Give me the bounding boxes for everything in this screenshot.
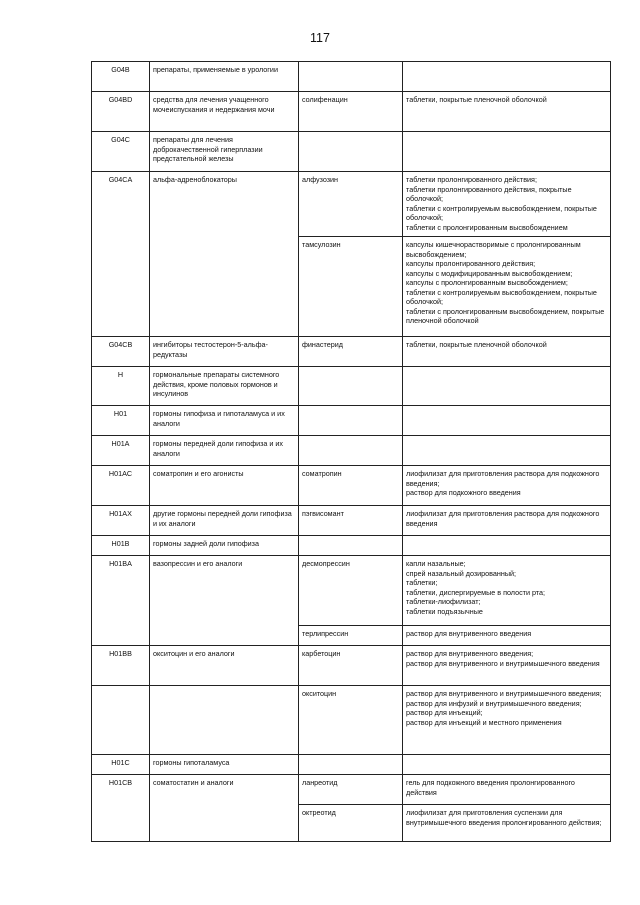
dosage-form-cell bbox=[403, 436, 611, 466]
substance-cell: ланреотид bbox=[299, 775, 403, 805]
table-row bbox=[92, 367, 611, 406]
table-body bbox=[92, 62, 611, 842]
atc-code-cell: H01BB bbox=[92, 646, 150, 686]
dosage-form-cell: раствор для внутривенного введения; раствор для внутривенного и внутримышечного введения bbox=[403, 646, 611, 686]
table-row bbox=[92, 172, 611, 237]
substance-cell: финастерид bbox=[299, 337, 403, 367]
atc-code-cell: H bbox=[92, 367, 150, 406]
atc-code-cell: H01 bbox=[92, 406, 150, 436]
dosage-form-cell: раствор для внутривенного и внутримышечного введения; раствор для инфузий и внутримышечного введения; раствор для инъекций; раствор для инъекций и местного применения bbox=[403, 686, 611, 755]
substance-cell bbox=[299, 367, 403, 406]
dosage-form-cell bbox=[403, 755, 611, 775]
atc-code-cell: G04BD bbox=[92, 92, 150, 132]
substance-cell bbox=[299, 62, 403, 92]
substance-cell: тамсулозин bbox=[299, 237, 403, 337]
atc-code-cell bbox=[92, 686, 150, 755]
substance-cell bbox=[299, 755, 403, 775]
atc-code-cell: H01BA bbox=[92, 556, 150, 646]
table-row bbox=[92, 436, 611, 466]
dosage-form-cell: таблетки, покрытые пленочной оболочкой bbox=[403, 92, 611, 132]
group-name-cell: гормоны гипоталамуса bbox=[150, 755, 299, 775]
table-row bbox=[92, 556, 611, 626]
group-name-cell: вазопрессин и его аналоги bbox=[150, 556, 299, 646]
group-name-cell: окситоцин и его аналоги bbox=[150, 646, 299, 686]
substance-cell bbox=[299, 436, 403, 466]
table-row bbox=[92, 92, 611, 132]
dosage-form-cell bbox=[403, 536, 611, 556]
atc-code-cell: H01C bbox=[92, 755, 150, 775]
table-row bbox=[92, 686, 611, 755]
dosage-form-cell: гель для подкожного введения пролонгированного действия bbox=[403, 775, 611, 805]
dosage-form-cell bbox=[403, 132, 611, 172]
atc-code-cell: H01AC bbox=[92, 466, 150, 506]
group-name-cell bbox=[150, 686, 299, 755]
table-row bbox=[92, 646, 611, 686]
drug-classification-table bbox=[91, 61, 611, 842]
dosage-form-cell: лиофилизат для приготовления раствора для подкожного введения bbox=[403, 506, 611, 536]
group-name-cell: гормоны передней доли гипофиза и их аналоги bbox=[150, 436, 299, 466]
atc-code-cell: H01B bbox=[92, 536, 150, 556]
table-row bbox=[92, 755, 611, 775]
dosage-form-cell: таблетки пролонгированного действия; таблетки пролонгированного действия, покрытые оболочкой; таблетки с контролируемым высвобождением, покрытые оболочкой; таблетки с пролонгированным высвобождением bbox=[403, 172, 611, 237]
substance-cell: солифенацин bbox=[299, 92, 403, 132]
group-name-cell: альфа-адреноблокаторы bbox=[150, 172, 299, 337]
substance-cell bbox=[299, 536, 403, 556]
atc-code-cell: G04CB bbox=[92, 337, 150, 367]
dosage-form-cell: лиофилизат для приготовления суспензии для внутримышечного введения пролонгированного действия; bbox=[403, 805, 611, 842]
group-name-cell: гормоны задней доли гипофиза bbox=[150, 536, 299, 556]
group-name-cell: другие гормоны передней доли гипофиза и их аналоги bbox=[150, 506, 299, 536]
atc-code-cell: G04C bbox=[92, 132, 150, 172]
dosage-form-cell: раствор для внутривенного введения bbox=[403, 626, 611, 646]
group-name-cell: препараты для лечения доброкачественной гиперплазии предстательной железы bbox=[150, 132, 299, 172]
group-name-cell: гормоны гипофиза и гипоталамуса и их аналоги bbox=[150, 406, 299, 436]
substance-cell bbox=[299, 132, 403, 172]
table-row bbox=[92, 132, 611, 172]
substance-cell: десмопрессин bbox=[299, 556, 403, 626]
table-row bbox=[92, 406, 611, 436]
dosage-form-cell: капли назальные; спрей назальный дозированный; таблетки; таблетки, диспергируемые в полости рта; таблетки-лиофилизат; таблетки подъязычные bbox=[403, 556, 611, 626]
substance-cell: окситоцин bbox=[299, 686, 403, 755]
atc-code-cell: G04B bbox=[92, 62, 150, 92]
table-row bbox=[92, 775, 611, 805]
dosage-form-cell bbox=[403, 406, 611, 436]
substance-cell: октреотид bbox=[299, 805, 403, 842]
atc-code-cell: H01CB bbox=[92, 775, 150, 842]
group-name-cell: соматропин и его агонисты bbox=[150, 466, 299, 506]
dosage-form-cell bbox=[403, 367, 611, 406]
dosage-form-cell: лиофилизат для приготовления раствора для подкожного введения; раствор для подкожного введения bbox=[403, 466, 611, 506]
table-row bbox=[92, 506, 611, 536]
group-name-cell: препараты, применяемые в урологии bbox=[150, 62, 299, 92]
atc-code-cell: H01AX bbox=[92, 506, 150, 536]
substance-cell bbox=[299, 406, 403, 436]
substance-cell: карбетоцин bbox=[299, 646, 403, 686]
dosage-form-cell bbox=[403, 62, 611, 92]
table-row bbox=[92, 536, 611, 556]
dosage-form-cell: таблетки, покрытые пленочной оболочкой bbox=[403, 337, 611, 367]
group-name-cell: ингибиторы тестостерон-5-альфа-редуктазы bbox=[150, 337, 299, 367]
substance-cell: алфузозин bbox=[299, 172, 403, 237]
substance-cell: пэгвисомант bbox=[299, 506, 403, 536]
substance-cell: соматропин bbox=[299, 466, 403, 506]
table-row bbox=[92, 62, 611, 92]
dosage-form-cell: капсулы кишечнорастворимые с пролонгированным высвобождением; капсулы пролонгированного действия; капсулы с модифицированным высвобождением; капсулы с пролонгированным высвобождением; таблетки с контролируемым высвобождением, покрытые оболочкой; таблетки с пролонгированным высвобождением, покрытые пленочной оболочкой bbox=[403, 237, 611, 337]
atc-code-cell: G04CA bbox=[92, 172, 150, 337]
group-name-cell: средства для лечения учащенного мочеиспускания и недержания мочи bbox=[150, 92, 299, 132]
group-name-cell: гормональные препараты системного действия, кроме половых гормонов и инсулинов bbox=[150, 367, 299, 406]
group-name-cell: соматостатин и аналоги bbox=[150, 775, 299, 842]
table-row bbox=[92, 337, 611, 367]
page-number: 117 bbox=[310, 31, 330, 45]
substance-cell: терлипрессин bbox=[299, 626, 403, 646]
atc-code-cell: H01A bbox=[92, 436, 150, 466]
table-row bbox=[92, 466, 611, 506]
